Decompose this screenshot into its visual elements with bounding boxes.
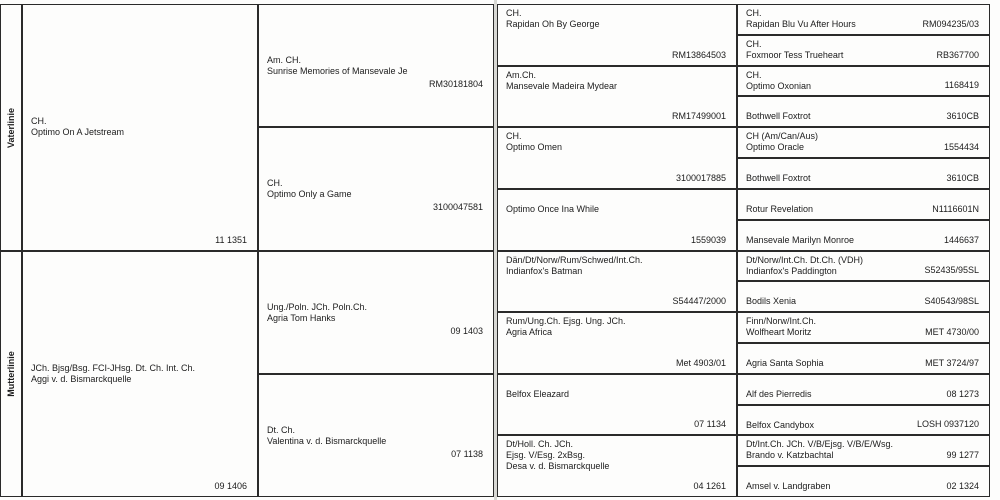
gen3-dog-cell — [497, 127, 737, 189]
registration-number: MET 3724/97 — [925, 357, 979, 368]
registration-number: 11 1351 — [215, 234, 247, 245]
dog-name: Agria Santa Sophia — [746, 357, 824, 368]
registration-number: 08 1273 — [946, 388, 979, 399]
gen2-dog-cell — [258, 127, 494, 250]
dog-title: Rum/Ung.Ch. Ejsg. Ung. JCh. — [506, 316, 626, 327]
registration-number: 1554434 — [943, 142, 979, 153]
registration-number: 3100047581 — [432, 202, 483, 213]
dog-name: Wolfheart Moritz — [746, 327, 812, 338]
dog-name: Optimo Omen — [506, 142, 563, 153]
dog-name: Bothwell Foxtrot — [746, 173, 811, 184]
gen4-dog-cell — [737, 281, 990, 312]
registration-number: RM30181804 — [428, 79, 483, 89]
dog-name: Aggi v. d. Bismarckquelle — [31, 373, 132, 384]
dog-name: Bodils Xenia — [746, 296, 797, 307]
gen1-dog-cell — [22, 251, 258, 498]
gen4-dog-cell — [737, 35, 990, 66]
gen3-dog-cell — [497, 4, 737, 66]
gen3-dog-cell — [497, 189, 737, 251]
dog-name: Optimo Once Ina While — [506, 203, 600, 214]
dog-title: CH. — [506, 131, 522, 142]
dog-name: Optimo On A Jetstream — [31, 127, 125, 137]
dog-title: CH. — [506, 8, 522, 18]
dog-title-line-2: Ejsg. V/Esg. 2xBsg. — [506, 450, 586, 461]
dog-name: Desa v. d. Bismarckquelle — [506, 461, 610, 472]
dog-name: Agria Africa — [506, 327, 553, 338]
gen3-dog-cell — [497, 435, 737, 497]
registration-number: S54447/2000 — [672, 296, 726, 307]
dog-title: Ung./Poln. JCh. Poln.Ch. — [267, 301, 368, 312]
gen2-dog-cell — [258, 251, 494, 374]
registration-number: 07 1134 — [694, 419, 726, 430]
gen3-dog-cell — [497, 312, 737, 374]
gen4-dog-cell — [737, 96, 990, 127]
registration-number: 09 1406 — [214, 481, 247, 491]
dog-name: Sunrise Memories of Mansevale Je — [267, 66, 408, 76]
dog-name: Alf des Pierredis — [746, 388, 812, 399]
registration-number: Met 4903/01 — [675, 357, 726, 368]
dog-name: Optimo Oracle — [746, 142, 805, 153]
gen4-dog-cell — [737, 466, 990, 497]
registration-number: 02 1324 — [946, 481, 979, 491]
dog-name: Indianfox's Batman — [506, 265, 583, 276]
dog-title: CH. — [31, 116, 47, 126]
dog-title: CH. — [267, 178, 283, 189]
registration-number: S40543/98SL — [924, 296, 979, 307]
gen4-dog-cell — [737, 158, 990, 189]
dog-title: JCh. Bjsg/Bsg. FCI-JHsg. Dt. Ch. Int. Ch. — [31, 362, 196, 373]
dog-name: Rapidan Blu Vu After Hours — [746, 19, 856, 29]
registration-number: 09 1403 — [450, 325, 483, 336]
registration-number: 1446637 — [943, 234, 979, 245]
registration-number: MET 4730/00 — [925, 326, 979, 337]
dog-title: CH. — [746, 38, 762, 49]
gen4-dog-cell — [737, 189, 990, 220]
father-line-label: Vaterlinie — [0, 4, 22, 251]
gen4-dog-cell — [737, 312, 990, 343]
registration-number: 3610CB — [946, 172, 979, 183]
registration-number: N1116601N — [932, 203, 979, 214]
dog-name: Rotur Revelation — [746, 203, 814, 214]
dog-title: Dt. Ch. — [267, 424, 296, 435]
dog-name: Mansevale Madeira Mydear — [506, 80, 618, 91]
gen4-dog-cell — [737, 66, 990, 97]
gen3-dog-cell — [497, 66, 737, 128]
registration-number: LOSH 0937120 — [916, 419, 979, 430]
dog-title: Dt/Norw/Int.Ch. Dt.Ch. (VDH) — [746, 254, 864, 265]
mother-line-label: Mutterlinie — [0, 251, 22, 497]
registration-number: RM094235/03 — [922, 18, 979, 29]
dog-title: Am. CH. — [267, 55, 302, 65]
dog-title: CH. — [746, 69, 762, 80]
dog-title: Dt/Int.Ch. JCh. V/B/Ejsg. V/B/E/Wsg. — [746, 439, 894, 450]
dog-name: Optimo Oxonian — [746, 80, 812, 91]
dog-name: Belfox Eleazard — [506, 388, 570, 399]
dog-name: Optimo Only a Game — [267, 189, 352, 200]
dog-name: Foxmoor Tess Trueheart — [746, 49, 844, 60]
dog-name: Rapidan Oh By George — [506, 19, 600, 29]
gen4-dog-cell — [737, 343, 990, 374]
registration-number: S52435/95SL — [924, 265, 979, 276]
gen4-dog-cell — [737, 251, 990, 282]
registration-number: 1168419 — [944, 80, 979, 91]
dog-title: Finn/Norw/Int.Ch. — [746, 316, 817, 327]
registration-number: RM17499001 — [671, 111, 726, 122]
dog-name: Mansevale Marilyn Monroe — [746, 234, 855, 245]
dog-name: Amsel v. Landgraben — [746, 481, 831, 492]
registration-number: 3100017885 — [675, 172, 726, 183]
registration-number: RB367700 — [936, 49, 979, 60]
dog-name: Agria Tom Hanks — [267, 312, 336, 323]
registration-number: 99 1277 — [946, 450, 979, 461]
gen2-dog-cell — [258, 374, 494, 497]
gen2-dog-cell — [258, 4, 494, 127]
gen4-dog-cell — [737, 374, 990, 405]
dog-title: Dt/Holl. Ch. JCh. — [506, 439, 574, 450]
dog-name: Bothwell Foxtrot — [746, 111, 811, 122]
registration-number: 04 1261 — [693, 481, 726, 491]
gen3-dog-cell — [497, 251, 737, 313]
gen4-dog-cell — [737, 405, 990, 436]
gen3-dog-cell — [497, 374, 737, 436]
gen4-dog-cell — [737, 435, 990, 466]
dog-name: Valentina v. d. Bismarckquelle — [267, 435, 387, 446]
gen4-dog-cell — [737, 220, 990, 251]
gen4-dog-cell — [737, 4, 990, 35]
dog-title: CH (Am/Can/Aus) — [746, 131, 819, 142]
gen4-dog-cell — [737, 127, 990, 158]
dog-name: Brando v. Katzbachtal — [746, 450, 834, 461]
dog-name: Indianfox's Paddington — [746, 265, 837, 276]
gen1-dog-cell — [22, 4, 258, 251]
dog-name: Belfox Candybox — [746, 419, 815, 430]
registration-number: 3610CB — [946, 111, 979, 122]
dog-title: Dän/Dt/Norw/Rum/Schwed/Int.Ch. — [506, 254, 643, 265]
dog-title: CH. — [746, 8, 762, 18]
registration-number: 1559039 — [690, 234, 726, 245]
registration-number: RM13864503 — [671, 49, 726, 60]
dog-title: Am.Ch. — [506, 69, 537, 80]
registration-number: 07 1138 — [451, 448, 483, 459]
